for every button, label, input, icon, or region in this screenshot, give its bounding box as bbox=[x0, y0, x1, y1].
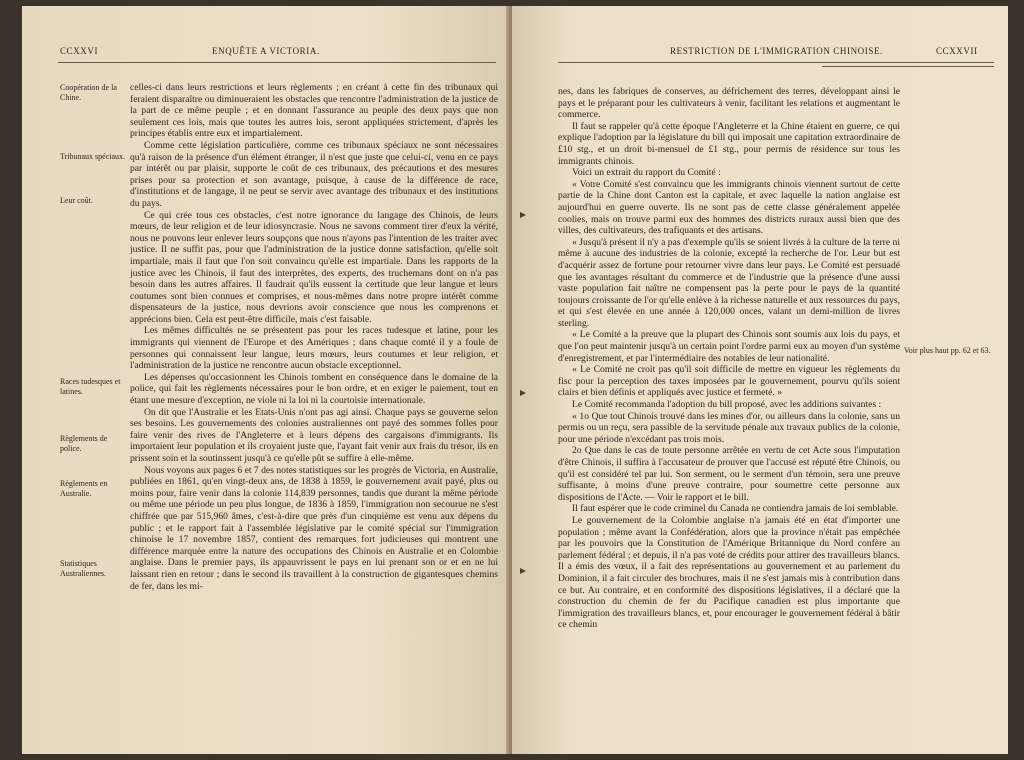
right-page bbox=[512, 6, 1008, 754]
paragraph: Le gouvernement de la Colombie anglaise n'a jamais été en état d'importer une population ; même avant la Confédération, alors que la province n'était pas empêchée par les pouvoirs que la Constitution de l'Amérique Britannique du Nord confère au parlement fédéral ; et depuis, il n'a pas voté de crédits pour attirer des travailleurs blancs. Il a émis des vœux, il a fait des représentations au gouvernement et au parlement du Dominion, il a fait circuler des brochures, mais il ne s'est jamais mis à contribution dans ce but. Au contraire, et en conformité des dispositions législatives, il a déclaré que la construction du chemin de fer du Pacifique canadien est plus importante que l'immigration des travailleurs blancs, et, pour encourager le gouvernement fédéral à bâtir ce chemin bbox=[558, 514, 900, 631]
paragraph: Voici un extrait du rapport du Comité : bbox=[572, 167, 721, 179]
right-header-rule-second bbox=[822, 66, 994, 67]
right-running-head: RESTRICTION DE L'IMMIGRATION CHINOISE. bbox=[670, 46, 883, 56]
paragraph: Le Comité recommanda l'adoption du bill proposé, avec les additions suivantes : bbox=[572, 399, 882, 411]
paragraph: Il faut se rappeler qu'à cette époque l'Angleterre et la Chine étaient en guerre, ce qui explique l'adoption par la législature du bill qui imposait une capitation extraordinaire de £10 stg., et un droit bi-mensuel de £1 stg., pour permis de résidence sur tous les immigrants chinois. bbox=[558, 120, 900, 167]
margin-note-police: Règlements de police. bbox=[60, 434, 108, 453]
paragraph: celles-ci dans leurs restrictions et leurs règlements ; en créant à cette fin des tribunaux qui feraient disparaître ou diminueraient les obstacles que rencontre l'administration de la justice de la part de ce même peuple ; et en donnant l'assurance au peuple des deux pays que non seulement ces lois, mais que toutes les autres lois, seront appliquées strictement, d'après les principes établis entre eux et impartialement. bbox=[130, 82, 498, 140]
margin-note-australie: Règlements en Australie. bbox=[60, 479, 108, 498]
paragraph: On dit que l'Australie et les Etats-Unis n'ont pas agi ainsi. Chaque pays se gouverne selon ses besoins. Les gouvernements des colonies australiennes ont payé des sommes folles pour faire venir des rives de l'Angleterre et à leurs dépens des cargaisons d'immigrants. Ils importaient leur population et ils croyaient juste que, l'ayant fait venir aux frais du trésor, ils en prissent soin et la soutinssent jusqu'à ce qu'elle pût se suffire à elle-même. bbox=[130, 406, 498, 464]
paragraph: Il faut espérer que le code criminel du Canada ne contiendra jamais de loi semblable. bbox=[572, 503, 899, 515]
page-edge-arrow bbox=[520, 568, 526, 574]
left-body bbox=[130, 82, 498, 592]
paragraph: 2o Que dans le cas de toute personne arrêtée en vertu de cet Acte sous l'imputation d'être Chinois, il suffira à l'accusateur de prouver que l'accusé est réputé être Chinois, ou qu'il est considéré tel par lui. Son serment, ou le serment d'un témoin, sera une preuve suffisante, à moins d'une preuve contraire, pour soumettre cette personne aux dispositions de l'Acte. — Voir le rapport et le bill. bbox=[558, 445, 900, 503]
left-page bbox=[22, 6, 510, 754]
paragraph: Comme cette législation particulière, comme ces tribunaux spéciaux ne sont nécessaires qu'à raison de la présence d'un élément étranger, il n'est que juste que celui-ci, venu en ce pays par intérêt ou par plaisir, supporte le coût de ces tribunaux, des précautions et des mesures prises pour sa protection et son avantage, puisque, à cause de la différence de race, d'institutions et de langage, il ne peut se servir avec avantage des tribunaux et des institutions du pays. bbox=[130, 139, 498, 209]
right-body bbox=[558, 86, 900, 631]
paragraph: « 1o Que tout Chinois trouvé dans les mines d'or, ou ailleurs dans la colonie, sans un permis ou un reçu, sera passible de la servitude pénale aux travaux publics de la colonie, pour une période n'excédant pas trois mois. bbox=[558, 410, 900, 445]
right-header-rule bbox=[558, 62, 994, 63]
margin-note-races: Races tudesques et latines. bbox=[60, 377, 121, 396]
paragraph: Les dépenses qu'occasionnent les Chinois tombent en conséquence dans le domaine de la police, qui fait les règlements nécessaires pour le bon ordre, et en exiger le paiement, tout en étant une mesure d'exception, ne viole ni la loi ni la courtoisie internationale. bbox=[130, 371, 498, 407]
paragraph: Ce qui crée tous ces obstacles, c'est notre ignorance du langage des Chinois, de leurs mœurs, de leur religion et de leur idiosyncrasie. Nous ne savons comment tirer d'eux la vérité, nous ne pouvons leur enlever leurs soupçons que nous n'ayons pas l'intention de les traiter avec justice. Il ne suffit pas, pour que l'administration de la justice donne satisfaction, qu'elle soit impartiale, mais il faut que l'on soit convaincu qu'elle est impartiale. Dans les rapports de la justice avec les Chinois, il faut des interprètes, des experts, des truchemans dont on n'a pas besoin dans les autres affaires. Il faudrait qu'ils eussent la certitude que leur langue et leurs coutumes sont bien connues et comprises, et nous-mêmes dans notre propre intérêt comme dispensateurs de la justice, nous devrions avoir conscience que nous les comprenons et apprécions bien. Cela est peut-être difficile, mais c'est faisable. bbox=[130, 209, 498, 325]
paragraph: « Le Comité ne croit pas qu'il soit difficile de mettre en vigueur les règlements du fisc pour la perception des taxes imposées par le gouvernement, pourvu qu'ils soient clairs et bien définis et appliqués avec justice et fermeté. » bbox=[558, 364, 900, 399]
left-running-head: ENQUÊTE A VICTORIA. bbox=[212, 46, 320, 56]
margin-note-statistiques: Statistiques Australiennes. bbox=[60, 559, 106, 578]
margin-note-cooperation: Coopération de la Chine. bbox=[60, 83, 117, 102]
paragraph: « Le Comité a la preuve que la plupart des Chinois sont soumis aux lois du pays, et que l'on peut maintenir jusqu'à un certain point l'ordre parmi eux au moyen d'un système d'enregistrement, et par l'intermédiaire des notables de leur nationalité. bbox=[558, 329, 900, 364]
paragraph: Les mêmes difficultés ne se présentent pas pour les races tudesque et latine, pour les immigrants qui viennent de l'Europe et des Amériques ; dans chaque comté il y a foule de personnes qui connaissent leur langue, leurs mœurs, leurs coutumes et leur religion, et l'administration de la justice ne rencontre aucun obstacle exceptionnel. bbox=[130, 325, 498, 372]
paragraph: « Jusqu'à présent il n'y a pas d'exemple qu'ils se soient livrés à la culture de la terre ni même à aucune des industries de la colonie, excepté la recherche de l'or. Leur but est d'acquérir assez de fortune pour retourner vivre dans leur pays. Le Comité est persuadé que les avantages résultant du commerce et de l'industrie que la présence d'une aussi vaste population fait naître ne compensent pas la perte pour le pays de la quantité toujours croissante de l'or qu'elle enlève à la richesse naturelle et aux ressources du pays, et qui s'est élevée en une année à 120,000 onces, valant un demi-million de livres sterling. bbox=[558, 236, 900, 329]
paragraph: nes, dans les fabriques de conserves, au défrichement des terres, développant ainsi le pays et le préparant pour les cultivateurs à venir, facilitant les relations et augmentant le commerce. bbox=[558, 86, 900, 121]
paragraph: Nous voyons aux pages 6 et 7 des notes statistiques sur les progrès de Victoria, en Australie, publiées en 1861, qu'en vingt-deux ans, de 1838 à 1859, le gouvernement avait payé, plus ou moins pour, faire venir dans la colonie 114,839 personnes, tandis que durant la même période ou même une période un peu plus longue, de 1836 à 1859, l'immigration non secourue ne s'est chiffrée que par 515,960 âmes, c'est-à-dire que près d'un cinquième est venu aux dépens du public ; et le rapport fait à l'assemblée législative par le comité spécial sur l'immigration chinoise le 17 novembre 1857, contient des remarques fort judicieuses qui montrent une différence marquée entre la nature des occupations des Chinois en Australie et en Colombie anglaise. Dans le premier pays, ils appauvrissent le pays en lui prenant son or et en ne lui laissant rien en retour ; dans le second ils travaillent à la construction de gigantesques chemins de fer, dans les mi- bbox=[130, 464, 498, 592]
left-header-rule bbox=[58, 62, 496, 63]
margin-note-voir: Voir plus haut pp. 62 et 63. bbox=[904, 346, 991, 355]
left-page-number: CCXXVI bbox=[60, 46, 99, 56]
page-edge-arrow bbox=[520, 212, 526, 218]
page-edge-arrow bbox=[520, 390, 526, 396]
paragraph: « Votre Comité s'est convaincu que les immigrants chinois viennent surtout de cette partie de la Chine dont Canton est la capitale, et avec laquelle la nation anglaise est aujourd'hui en guerre ouverte. Ils ne sont pas de cette classe généralement appelée coolies, mais on trouve parmi eux des hommes des districts ruraux aussi bien que des villes, des cultivateurs, des trafiquants et des artisans. bbox=[558, 178, 900, 237]
margin-note-cout: Leur coût. bbox=[60, 196, 93, 205]
margin-note-tribunaux: Tribunaux spéciaux. bbox=[60, 152, 126, 161]
right-page-number: CCXXVII bbox=[936, 46, 978, 56]
